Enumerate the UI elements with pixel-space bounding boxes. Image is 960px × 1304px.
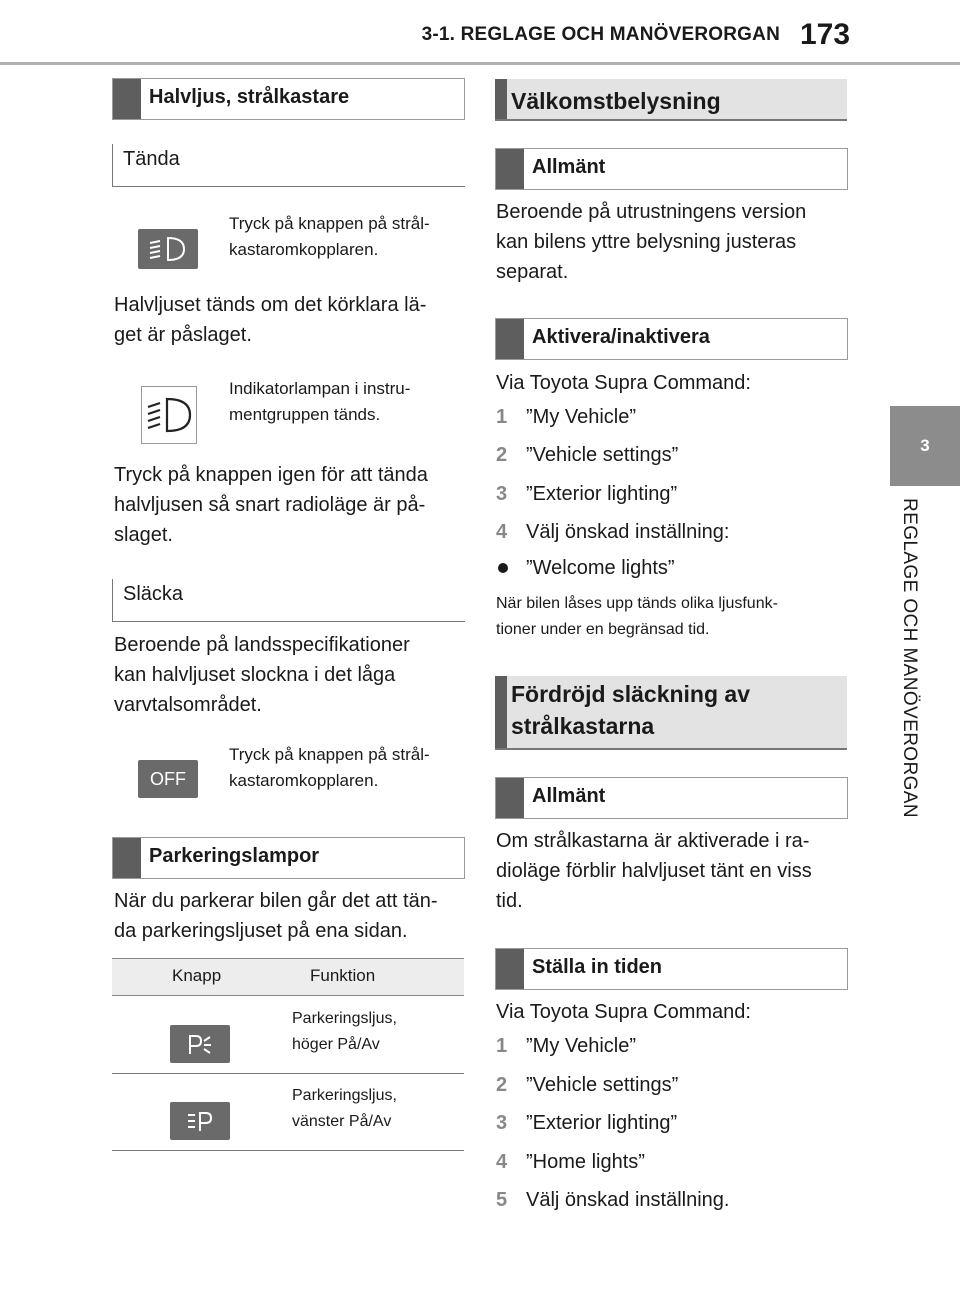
heading-text: Allmänt (532, 156, 606, 178)
note-indicator: Indikatorlampan i instru- mentgruppen tänds. (229, 379, 411, 424)
step-item (496, 1108, 856, 1138)
step-text: ”Home lights” (526, 1151, 645, 1173)
via-command-1: Via Toyota Supra Command: (496, 372, 751, 394)
subheading-text: Tända (123, 148, 180, 170)
chapter-tab: 3 (890, 406, 960, 486)
step-number: 1 (496, 406, 508, 428)
step-text: ”Exterior lighting” (526, 483, 678, 505)
paragraph-country-spec: Beroende på landsspecifikationer kan halvljuset slockna i det låga varvtalsområdet. (114, 634, 410, 716)
heading-text: Halvljus, strålkastare (149, 86, 350, 108)
heading-text: Aktivera/inaktivera (532, 326, 710, 348)
heading-parking-lights (112, 837, 465, 879)
subheading-general-2 (495, 777, 848, 819)
subheading-set-time (495, 948, 848, 990)
step-item (496, 479, 856, 509)
heading-marker (495, 676, 507, 748)
heading-welcome-lights (495, 79, 847, 121)
step-item (496, 1031, 856, 1061)
step-number: 2 (496, 1074, 508, 1096)
step-item (496, 402, 856, 432)
step-text: ”My Vehicle” (526, 406, 637, 428)
paragraph-low-beam-on: Halvljuset tänds om det körklara lä- get är påslaget. (114, 294, 427, 346)
step-text: ”Vehicle settings” (526, 1074, 679, 1096)
row-divider (112, 1073, 464, 1074)
heading-marker (113, 79, 141, 119)
note-press-button: Tryck på knappen på strål- kastaromkopplaren. (229, 214, 430, 259)
parking-left-function: Parkeringsljus, vänster På/Av (292, 1087, 397, 1130)
subheading-turn-on (112, 144, 465, 187)
step-number: 3 (496, 1112, 508, 1134)
note-unlock: När bilen låses upp tänds olika ljusfunk- tioner under en begränsad tid. (496, 595, 778, 638)
bullet-text: ”Welcome lights” (526, 557, 675, 579)
step-item (496, 440, 856, 470)
step-text: Välj önskad inställning: (526, 521, 730, 543)
step-item (496, 517, 856, 547)
page-number: 173 (800, 18, 851, 51)
heading-marker (496, 319, 524, 359)
heading-marker (495, 79, 507, 119)
parking-right-icon (170, 1025, 230, 1063)
heading-text: Fördröjd släckning av strålkastarna (511, 681, 750, 739)
section-title: 3-1. REGLAGE OCH MANÖVERORGAN (421, 24, 780, 45)
off-button-icon (138, 760, 198, 798)
heading-text: Allmänt (532, 785, 606, 807)
indicator-lamp-icon (141, 386, 197, 444)
step-number: 4 (496, 521, 508, 543)
heading-marker (496, 949, 524, 989)
note-press-button-off: Tryck på knappen på strål- kastaromkopplaren. (229, 745, 430, 790)
step-item (496, 1185, 856, 1215)
step-text: Välj önskad inställning. (526, 1189, 730, 1211)
table-bottom-rule (112, 1150, 464, 1151)
step-number: 1 (496, 1035, 508, 1057)
paragraph-press-again: Tryck på knappen igen för att tända halvljusen så snart radioläge är på- slaget. (114, 464, 428, 546)
table-header (112, 958, 464, 996)
step-number: 4 (496, 1151, 508, 1173)
step-number: 5 (496, 1189, 508, 1211)
heading-text: Parkeringslampor (149, 845, 320, 867)
off-button-label: OFF (150, 769, 186, 789)
subheading-activate (495, 318, 848, 360)
parking-left-icon (170, 1102, 230, 1140)
heading-text: Välkomstbelysning (511, 88, 721, 114)
low-beam-button-icon (138, 229, 198, 269)
chapter-side-label (868, 498, 948, 858)
step-item (496, 1070, 856, 1100)
heading-marker (496, 778, 524, 818)
subheading-general (495, 148, 848, 190)
heading-marker (496, 149, 524, 189)
column-header-button: Knapp (172, 966, 222, 985)
subheading-text: Släcka (123, 583, 184, 605)
step-text: ”Exterior lighting” (526, 1112, 678, 1134)
step-number: 2 (496, 444, 508, 466)
step-number: 3 (496, 483, 508, 505)
chapter-side-text: REGLAGE OCH MANÖVERORGAN (899, 498, 920, 818)
heading-delayed-off (495, 676, 847, 750)
heading-low-beam (112, 78, 465, 120)
heading-text: Ställa in tiden (532, 956, 663, 978)
paragraph-equipment: Beroende på utrustningens version kan bilens yttre belysning justeras separat. (496, 201, 807, 283)
via-command-2: Via Toyota Supra Command: (496, 1001, 751, 1023)
step-text: ”Vehicle settings” (526, 444, 679, 466)
paragraph-radio-mode: Om strålkastarna är aktiverade i ra- dioläge förblir halvljuset tänt en viss tid. (496, 830, 812, 912)
step-item (496, 1147, 856, 1177)
paragraph-parking: När du parkerar bilen går det att tän- da parkeringsljuset på ena sidan. (114, 890, 438, 942)
heading-marker (113, 838, 141, 878)
bullet-dot (498, 563, 508, 573)
subheading-turn-off (112, 579, 465, 622)
step-text: ”My Vehicle” (526, 1035, 637, 1057)
parking-right-function: Parkeringsljus, höger På/Av (292, 1010, 397, 1053)
column-header-function: Funktion (310, 966, 376, 985)
bullet-item (496, 553, 856, 583)
header-rule (0, 62, 960, 65)
